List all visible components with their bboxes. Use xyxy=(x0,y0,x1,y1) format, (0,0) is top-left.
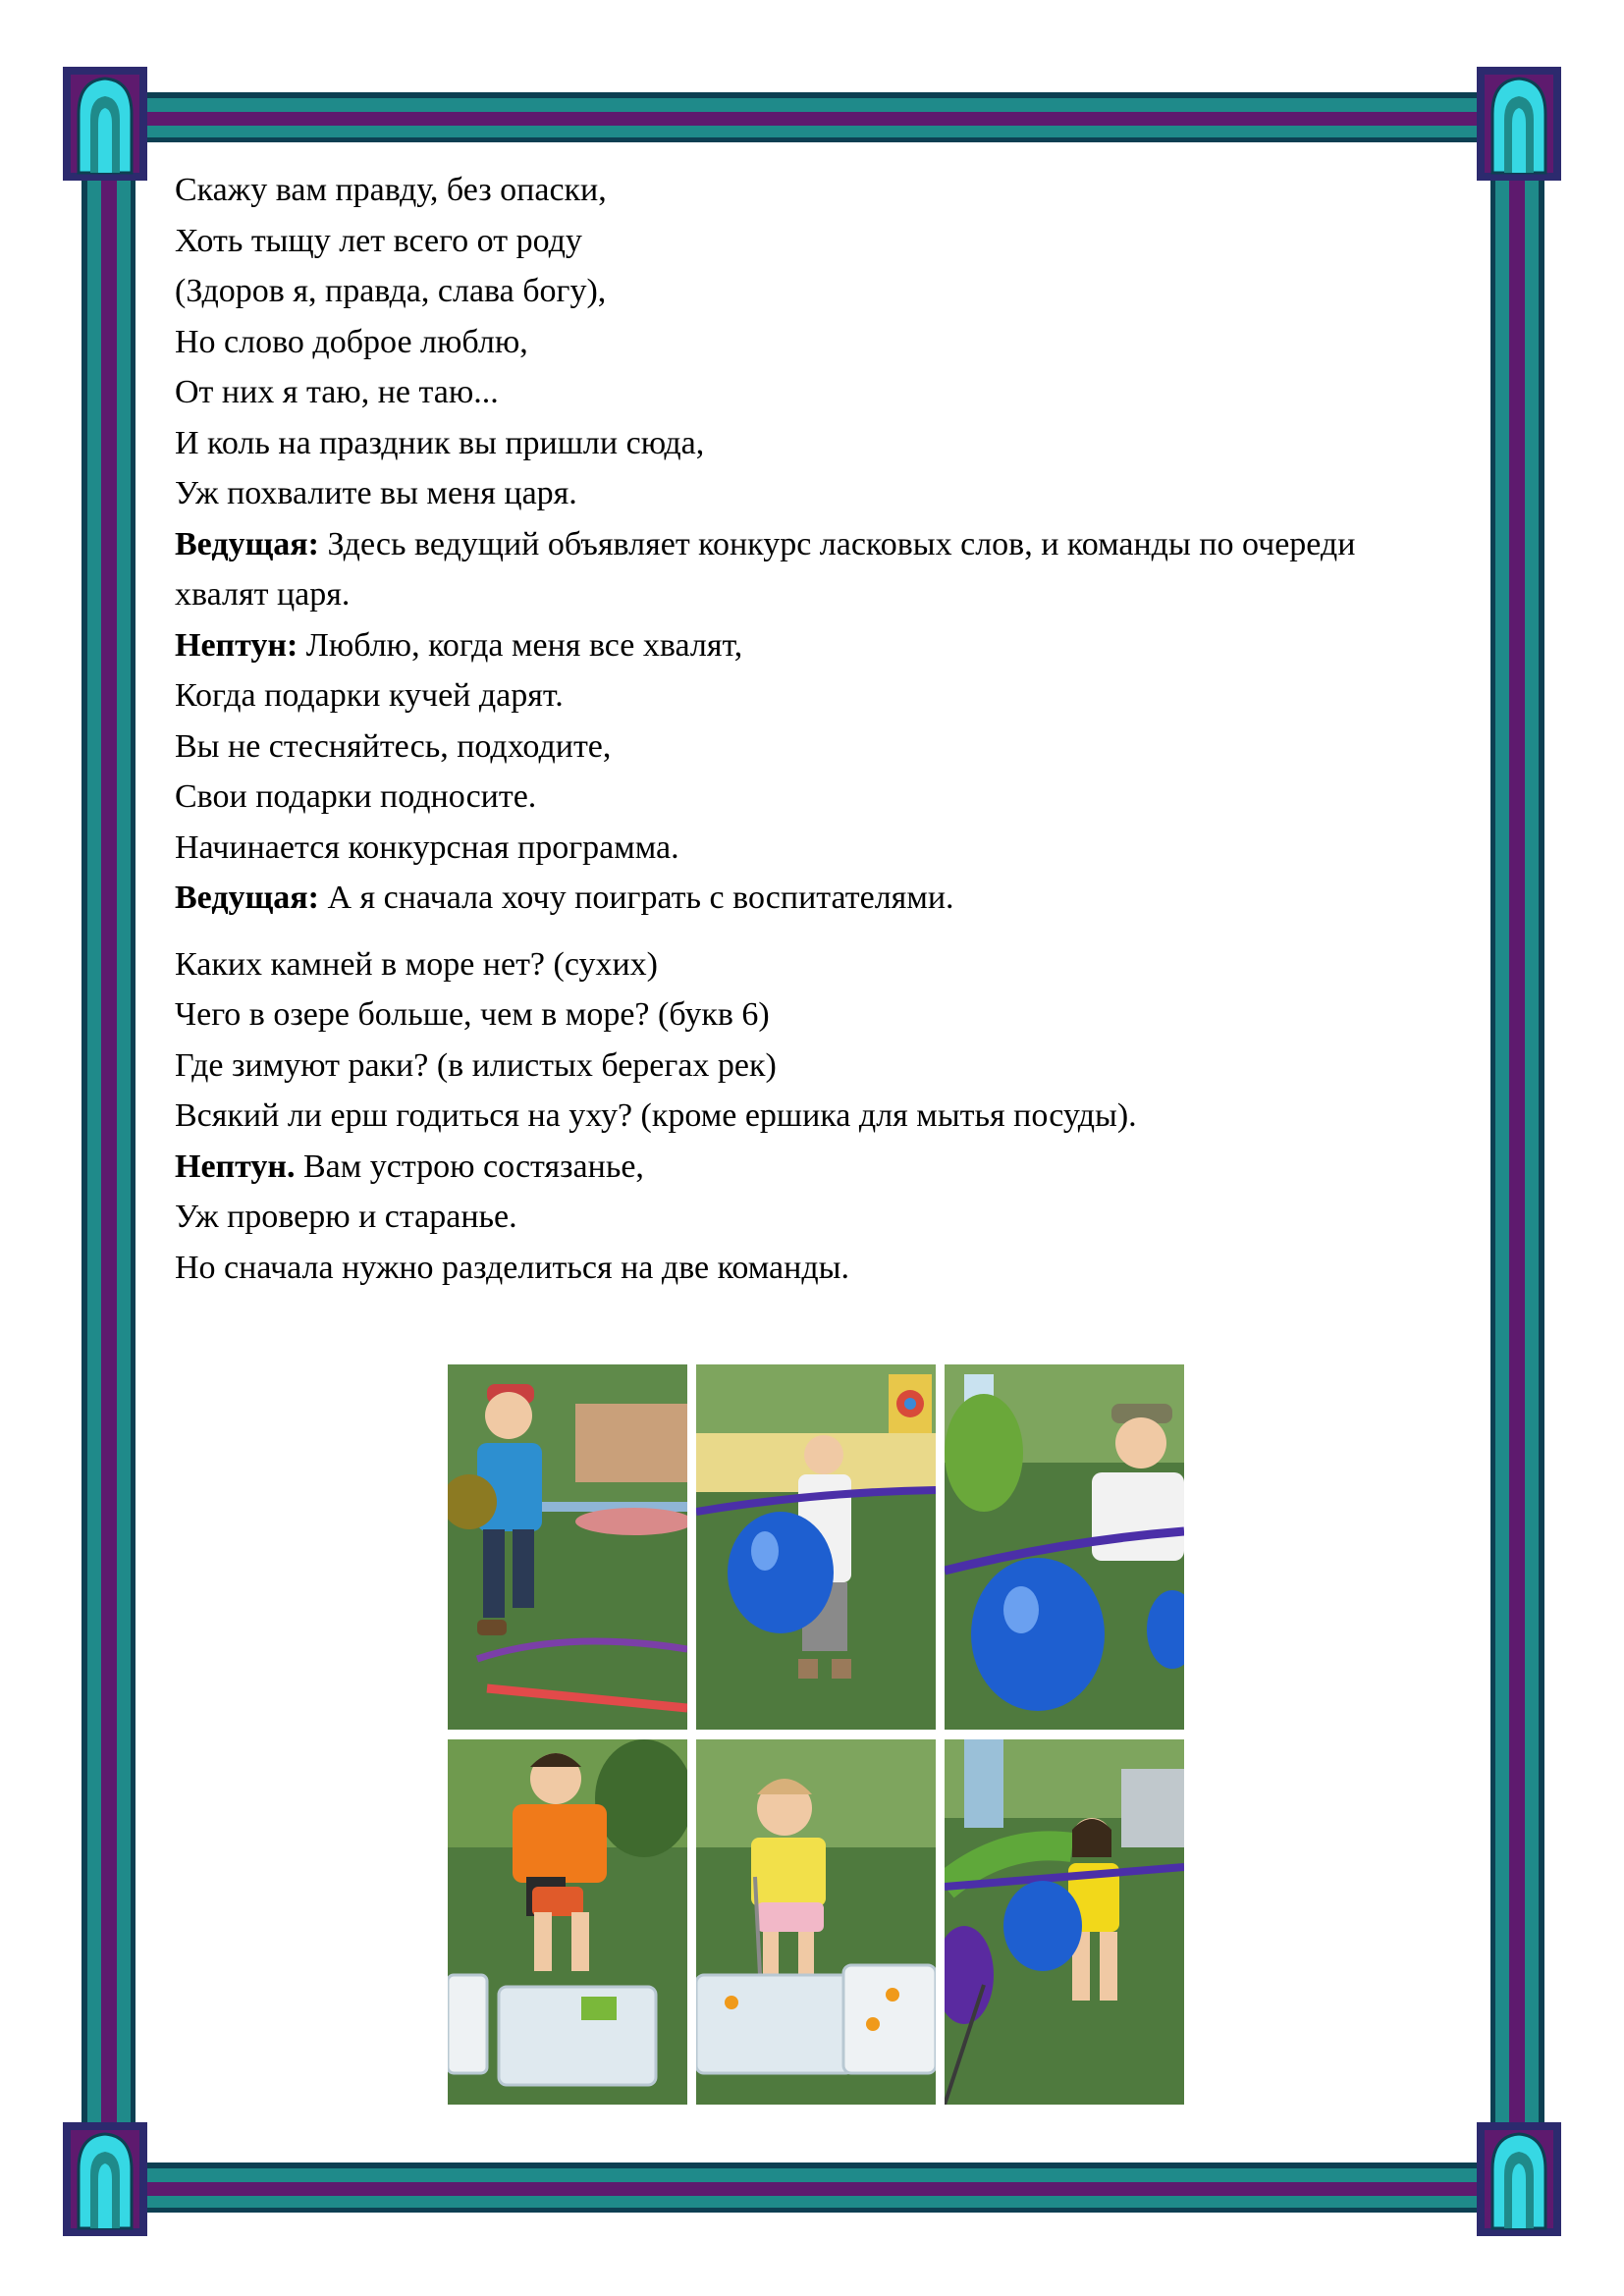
poem-line: И коль на праздник вы пришли сюда, xyxy=(175,424,705,461)
poem-line: Уж похвалите вы меня царя. xyxy=(175,475,577,511)
neptune-line: Когда подарки кучей дарят. xyxy=(175,677,564,714)
poem-line: Но слово доброе люблю, xyxy=(175,323,528,360)
frame-bottom-teal-2 xyxy=(98,2196,1527,2208)
neptune-line: Вам устрою состязанье, xyxy=(295,1148,644,1185)
stage-direction: Начинается конкурсная программа. xyxy=(175,828,679,866)
photo-boy-with-balloon xyxy=(696,1364,936,1730)
poem-line: От них я таю, не таю... xyxy=(175,374,499,410)
frame-right-teal xyxy=(1495,137,1509,2169)
frame-left-teal xyxy=(87,137,101,2169)
host-remark-text: Здесь ведущий объявляет конкурс ласковых слов, и команды по очереди хвалят царя. xyxy=(175,525,1356,613)
speaker-host: Ведущая: xyxy=(175,880,319,916)
riddle-line: Где зимуют раки? (в илистых берегах рек) xyxy=(175,1046,777,1084)
frame-left-edge-2 xyxy=(131,137,135,2169)
boy-with-balloon-under-hoop-icon xyxy=(696,1364,936,1730)
photo-girl-with-sponge xyxy=(448,1739,687,2105)
host-remark-1 xyxy=(175,519,1451,620)
frame-bottom-purple xyxy=(98,2182,1527,2196)
frame-right-teal-2 xyxy=(1525,137,1539,2169)
neptune-remark-1 xyxy=(175,620,1451,671)
riddle-line: Всякий ли ерш годиться на уху? (кроме ершика для мытья посуды). xyxy=(175,1097,1137,1134)
photo-balloon-close-up xyxy=(945,1364,1184,1730)
boy-with-ball-on-grass-icon xyxy=(448,1364,687,1730)
frame-top-purple xyxy=(98,112,1527,126)
poem-line: (Здоров я, правда, слава богу), xyxy=(175,273,607,309)
girl-walking-under-hoop-with-balloon-icon xyxy=(945,1739,1184,2105)
riddle-line: Каких камней в море нет? (сухих) xyxy=(175,945,659,983)
frame-right-purple xyxy=(1509,137,1525,2169)
photo-collage xyxy=(448,1364,1184,2105)
boy-balloon-close-up-icon xyxy=(945,1364,1184,1730)
frame-bottom-edge-2 xyxy=(98,2208,1527,2213)
frame-top-teal-2 xyxy=(98,126,1527,137)
corner-ornament-top-left-icon xyxy=(61,65,149,183)
neptune-line: Свои подарки подносите. xyxy=(175,778,537,815)
poem-line: Хоть тыщу лет всего от роду xyxy=(175,222,582,259)
photo-girl-under-hoop xyxy=(945,1739,1184,2105)
frame-top-edge-2 xyxy=(98,137,1527,142)
poem-line: Скажу вам правду, без опаски, xyxy=(175,172,607,208)
girl-with-sponge-and-water-tub-icon xyxy=(448,1739,687,2105)
host-remark-2 xyxy=(175,873,1451,924)
neptune-line: Уж проверю и старанье. xyxy=(175,1199,517,1235)
corner-ornament-bottom-right-icon xyxy=(1475,2120,1563,2238)
frame-right-edge-2 xyxy=(1539,137,1544,2169)
neptune-remark-2 xyxy=(175,1142,1451,1193)
neptune-line: Вы не стесняйтесь, подходите, xyxy=(175,727,612,765)
host-remark-text: А я сначала хочу поиграть с воспитателями. xyxy=(318,880,954,916)
photo-boy-with-ball xyxy=(448,1364,687,1730)
script-text xyxy=(175,165,1451,1293)
speaker-neptune: Нептун. xyxy=(175,1148,296,1185)
frame-top-teal xyxy=(98,98,1527,112)
speaker-host: Ведущая: xyxy=(175,525,319,562)
neptune-line: Но сначала нужно разделиться на две команды. xyxy=(175,1249,849,1286)
frame-left-teal-2 xyxy=(117,137,131,2169)
corner-ornament-top-right-icon xyxy=(1475,65,1563,183)
photo-girl-with-ladle xyxy=(696,1739,936,2105)
neptune-line: Люблю, когда меня все хвалят, xyxy=(298,626,743,664)
corner-ornament-bottom-left-icon xyxy=(61,2120,149,2238)
speaker-neptune: Нептун: xyxy=(175,626,298,664)
girl-with-ladle-and-water-tub-icon xyxy=(696,1739,936,2105)
frame-bottom-teal xyxy=(98,2168,1527,2182)
frame-left-purple xyxy=(101,137,117,2169)
riddle-line: Чего в озере больше, чем в море? (букв 6) xyxy=(175,996,770,1033)
